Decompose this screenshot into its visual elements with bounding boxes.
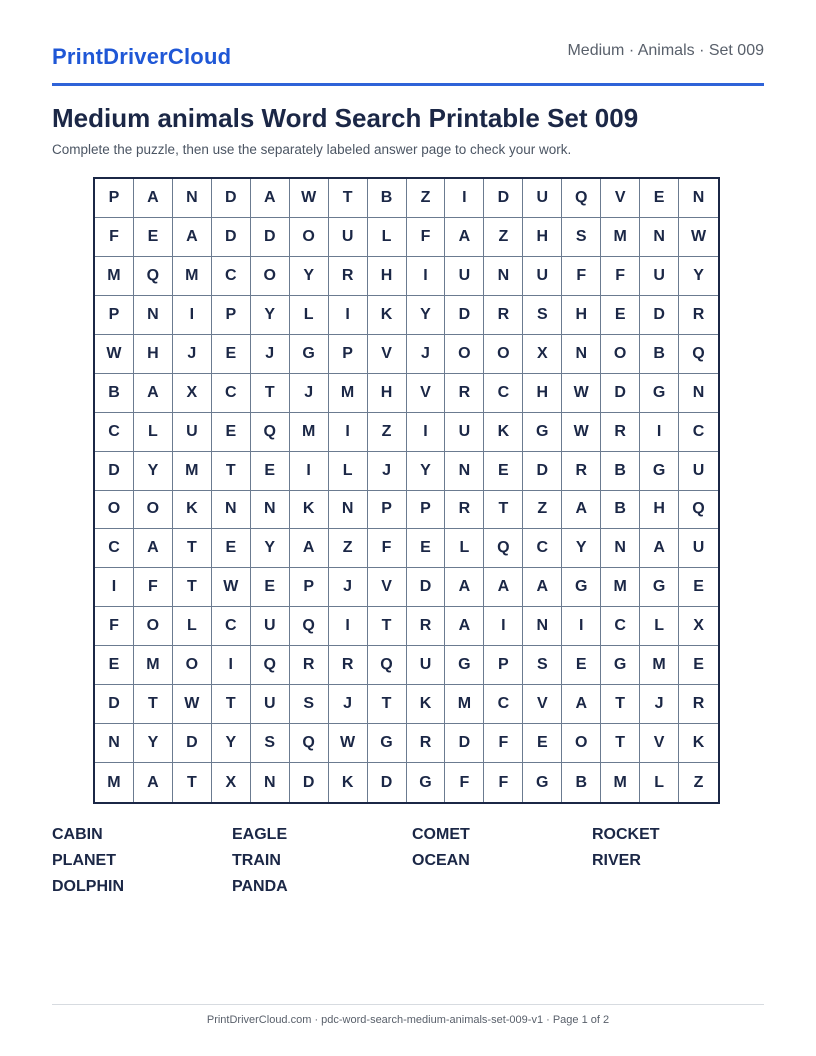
grid-cell: G (407, 763, 446, 802)
grid-cell: O (173, 646, 212, 685)
grid-cell: C (601, 607, 640, 646)
breadcrumb: Medium · Animals · Set 009 (567, 42, 764, 59)
grid-cell: I (562, 607, 601, 646)
grid-cell: T (173, 763, 212, 802)
grid-cell: G (368, 724, 407, 763)
grid-cell: K (679, 724, 718, 763)
brand-logo: PrintDriverCloud (52, 44, 232, 69)
grid-cell: W (562, 413, 601, 452)
grid-cell: A (445, 218, 484, 257)
grid-cell: Q (679, 335, 718, 374)
grid-cell: O (134, 491, 173, 530)
grid-cell: N (679, 179, 718, 218)
grid-cell: N (523, 607, 562, 646)
grid-cell: U (679, 529, 718, 568)
grid-cell: Z (329, 529, 368, 568)
grid-cell: E (601, 296, 640, 335)
grid-cell: G (562, 568, 601, 607)
grid-cell: A (134, 374, 173, 413)
grid-cell: I (329, 413, 368, 452)
grid-cell: T (368, 685, 407, 724)
grid-cell: M (601, 218, 640, 257)
footer-text: PrintDriverCloud.com · pdc-word-search-medium-animals-set-009-v1 · Page 1 of 2 (206, 1014, 610, 1026)
grid-cell: W (290, 179, 329, 218)
grid-cell: F (445, 763, 484, 802)
grid-cell: D (290, 763, 329, 802)
grid-cell: N (134, 296, 173, 335)
grid-cell: A (523, 568, 562, 607)
grid-cell: W (95, 335, 134, 374)
grid-cell: O (562, 724, 601, 763)
grid-cell: T (484, 491, 523, 530)
grid-cell: E (212, 413, 251, 452)
grid-cell: K (484, 413, 523, 452)
grid-cell: N (329, 491, 368, 530)
grid-cell: M (329, 374, 368, 413)
grid-cell: S (523, 646, 562, 685)
grid-cell: N (173, 179, 212, 218)
grid-cell: U (679, 452, 718, 491)
grid-cell: M (601, 568, 640, 607)
grid-cell: R (601, 413, 640, 452)
grid-cell: Q (251, 413, 290, 452)
grid-cell: D (251, 218, 290, 257)
grid-cell: U (523, 257, 562, 296)
grid-cell: P (212, 296, 251, 335)
grid-cell: Q (290, 607, 329, 646)
grid-cell: A (134, 179, 173, 218)
grid-cell: W (679, 218, 718, 257)
grid-cell: J (251, 335, 290, 374)
word-bank-item: EAGLE (232, 826, 288, 843)
grid-cell: E (251, 452, 290, 491)
grid-cell: B (601, 491, 640, 530)
grid-cell: W (212, 568, 251, 607)
grid-cell: X (679, 607, 718, 646)
grid-cell: K (173, 491, 212, 530)
grid-cell: E (679, 646, 718, 685)
grid-cell: Q (251, 646, 290, 685)
word-search-grid (93, 177, 720, 804)
grid-cell: G (523, 413, 562, 452)
grid-cell: E (95, 646, 134, 685)
grid-cell: Y (134, 452, 173, 491)
grid-cell: C (484, 374, 523, 413)
grid-cell: P (95, 179, 134, 218)
grid-cell: W (562, 374, 601, 413)
grid-cell: Y (562, 529, 601, 568)
word-bank (52, 826, 772, 896)
grid-cell: I (407, 257, 446, 296)
grid-cell: A (445, 568, 484, 607)
grid-cell: D (523, 452, 562, 491)
grid-cell: N (251, 491, 290, 530)
grid-cell: X (173, 374, 212, 413)
grid-cell: A (251, 179, 290, 218)
grid-cell: T (251, 374, 290, 413)
grid-cell: E (134, 218, 173, 257)
grid-cell: H (523, 374, 562, 413)
grid-cell: D (95, 685, 134, 724)
grid-cell: J (368, 452, 407, 491)
grid-cell: C (523, 529, 562, 568)
page-title: Medium animals Word Search Printable Set 009 (52, 103, 639, 133)
grid-cell: V (640, 724, 679, 763)
grid-cell: L (445, 529, 484, 568)
grid-cell: G (601, 646, 640, 685)
grid-cell: R (290, 646, 329, 685)
grid-cell: K (407, 685, 446, 724)
grid-cell: J (329, 685, 368, 724)
grid-cell: D (445, 724, 484, 763)
grid-cell: W (173, 685, 212, 724)
grid-cell: U (251, 607, 290, 646)
grid-cell: O (134, 607, 173, 646)
grid-cell: V (368, 335, 407, 374)
header-divider (52, 83, 764, 86)
grid-cell: C (484, 685, 523, 724)
grid-cell: R (407, 607, 446, 646)
grid-cell: R (484, 296, 523, 335)
grid-cell: B (640, 335, 679, 374)
grid-cell: F (407, 218, 446, 257)
grid-cell: I (484, 607, 523, 646)
grid-cell: O (484, 335, 523, 374)
grid-cell: N (251, 763, 290, 802)
grid-cell: E (523, 724, 562, 763)
grid-cell: D (640, 296, 679, 335)
grid-cell: T (212, 685, 251, 724)
grid-cell: R (329, 257, 368, 296)
grid-cell: Y (212, 724, 251, 763)
grid-cell: T (173, 529, 212, 568)
grid-cell: V (601, 179, 640, 218)
grid-cell: Z (523, 491, 562, 530)
grid-cell: V (523, 685, 562, 724)
grid-cell: S (290, 685, 329, 724)
grid-cell: A (562, 685, 601, 724)
word-bank-item: OCEAN (412, 852, 470, 869)
grid-cell: I (212, 646, 251, 685)
grid-cell: J (407, 335, 446, 374)
grid-cell: I (95, 568, 134, 607)
grid-cell: A (640, 529, 679, 568)
grid-cell: R (445, 374, 484, 413)
grid-cell: U (251, 685, 290, 724)
grid-cell: N (445, 452, 484, 491)
grid-cell: I (173, 296, 212, 335)
grid-cell: F (601, 257, 640, 296)
grid-cell: A (173, 218, 212, 257)
grid-cell: S (251, 724, 290, 763)
grid-cell: R (329, 646, 368, 685)
grid-cell: M (445, 685, 484, 724)
grid-cell: B (562, 763, 601, 802)
grid-cell: H (523, 218, 562, 257)
grid-cell: M (290, 413, 329, 452)
grid-cell: L (640, 763, 679, 802)
grid-cell: C (212, 257, 251, 296)
grid-cell: A (445, 607, 484, 646)
grid-cell: D (407, 568, 446, 607)
grid-cell: R (679, 685, 718, 724)
grid-cell: V (368, 568, 407, 607)
grid-cell: Q (290, 724, 329, 763)
grid-cell: F (484, 724, 523, 763)
grid-cell: I (445, 179, 484, 218)
grid-cell: T (134, 685, 173, 724)
grid-cell: Y (407, 296, 446, 335)
grid-cell: T (212, 452, 251, 491)
grid-cell: M (173, 452, 212, 491)
word-bank-item: ROCKET (592, 826, 660, 843)
grid-cell: U (407, 646, 446, 685)
grid-cell: P (95, 296, 134, 335)
grid-cell: Y (290, 257, 329, 296)
grid-cell: A (134, 529, 173, 568)
grid-cell: A (484, 568, 523, 607)
grid-cell: Z (484, 218, 523, 257)
grid-cell: X (212, 763, 251, 802)
grid-cell: K (329, 763, 368, 802)
grid-cell: O (95, 491, 134, 530)
grid-cell: Z (693, 773, 704, 791)
grid-cell: G (445, 646, 484, 685)
page-subtitle: Complete the puzzle, then use the separately labeled answer page to check your work. (52, 142, 572, 157)
grid-cell: I (290, 452, 329, 491)
grid-cell: H (640, 491, 679, 530)
grid-cell: O (251, 257, 290, 296)
grid-cell: U (523, 179, 562, 218)
grid-cell: R (445, 491, 484, 530)
grid-cell: Q (368, 646, 407, 685)
grid-cell: F (95, 607, 134, 646)
grid-cell: L (640, 607, 679, 646)
grid-cell: R (407, 724, 446, 763)
grid-cell: I (329, 607, 368, 646)
grid-cell: C (95, 413, 134, 452)
grid-cell: D (368, 763, 407, 802)
grid-cell: R (562, 452, 601, 491)
grid-cell: L (134, 413, 173, 452)
grid-cell: O (290, 218, 329, 257)
grid-cell: Q (679, 491, 718, 530)
grid-cell: T (329, 179, 368, 218)
word-bank-item: PANDA (232, 878, 288, 895)
grid-cell: W (329, 724, 368, 763)
footer-divider (52, 1004, 764, 1005)
word-bank-item: CABIN (52, 826, 103, 843)
grid-cell: X (523, 335, 562, 374)
grid-cell: N (562, 335, 601, 374)
grid-cell: B (95, 374, 134, 413)
grid-cell: V (407, 374, 446, 413)
grid-cell: D (212, 179, 251, 218)
grid-cell: D (445, 296, 484, 335)
word-bank-item: DOLPHIN (52, 878, 124, 895)
grid-cell: C (95, 529, 134, 568)
grid-cell: P (290, 568, 329, 607)
grid-cell: E (251, 568, 290, 607)
grid-cell: P (484, 646, 523, 685)
grid-cell: E (212, 335, 251, 374)
grid-cell: F (484, 763, 523, 802)
grid-cell: K (290, 491, 329, 530)
grid-cell: A (134, 763, 173, 802)
grid-cell: D (173, 724, 212, 763)
grid-cell: L (368, 218, 407, 257)
grid-cell: M (601, 763, 640, 802)
grid-cell: Y (251, 296, 290, 335)
grid-cell: P (368, 491, 407, 530)
grid-cell: Y (407, 452, 446, 491)
word-bank-item: TRAIN (232, 852, 281, 869)
grid-cell: H (562, 296, 601, 335)
grid-cell: E (484, 452, 523, 491)
grid-cell: H (368, 374, 407, 413)
word-bank-item: PLANET (52, 852, 116, 869)
grid-cell: Z (407, 179, 446, 218)
grid-cell: G (290, 335, 329, 374)
grid-cell: F (562, 257, 601, 296)
grid-cell: T (601, 685, 640, 724)
word-bank-item: COMET (412, 826, 470, 843)
grid-cell: L (173, 607, 212, 646)
grid-cell: I (407, 413, 446, 452)
grid-cell: D (601, 374, 640, 413)
grid-cell: M (640, 646, 679, 685)
grid-cell: N (640, 218, 679, 257)
grid-cell: G (640, 452, 679, 491)
grid-cell: O (601, 335, 640, 374)
grid-cell: L (329, 452, 368, 491)
grid-cell: Q (134, 257, 173, 296)
grid-cell: U (445, 413, 484, 452)
grid-cell: Q (484, 529, 523, 568)
grid-cell: U (173, 413, 212, 452)
grid-cell: H (368, 257, 407, 296)
grid-cell: J (290, 374, 329, 413)
grid-cell: A (562, 491, 601, 530)
grid-cell: K (368, 296, 407, 335)
grid-cell: B (368, 179, 407, 218)
grid-cell: I (329, 296, 368, 335)
grid-cell: C (212, 374, 251, 413)
grid-cell: H (134, 335, 173, 374)
grid-cell: T (368, 607, 407, 646)
grid-cell: P (407, 491, 446, 530)
grid-cell: Q (562, 179, 601, 218)
grid-cell: Y (251, 529, 290, 568)
grid-cell: E (407, 529, 446, 568)
grid-cell: S (562, 218, 601, 257)
grid-cell: T (601, 724, 640, 763)
grid-cell: F (134, 568, 173, 607)
grid-cell: R (679, 296, 718, 335)
grid-cell: M (173, 257, 212, 296)
grid-cell: Y (134, 724, 173, 763)
grid-cell: E (640, 179, 679, 218)
word-bank-item: RIVER (592, 852, 641, 869)
grid-cell: P (329, 335, 368, 374)
grid-cell: M (134, 646, 173, 685)
grid-cell: J (329, 568, 368, 607)
grid-cell: U (640, 257, 679, 296)
grid-cell: I (640, 413, 679, 452)
grid-cell: B (601, 452, 640, 491)
grid-cell: D (484, 179, 523, 218)
grid-cell: G (640, 568, 679, 607)
grid-cell: J (173, 335, 212, 374)
grid-cell: C (679, 413, 718, 452)
grid-cell: O (445, 335, 484, 374)
grid-cell: E (212, 529, 251, 568)
grid-cell: N (484, 257, 523, 296)
grid-cell: U (329, 218, 368, 257)
grid-cell: L (290, 296, 329, 335)
grid-cell: C (212, 607, 251, 646)
grid-cell: J (640, 685, 679, 724)
grid-cell: F (95, 218, 134, 257)
grid-cell: D (212, 218, 251, 257)
grid-cell: E (679, 568, 718, 607)
grid-cell: F (368, 529, 407, 568)
grid-cell: Z (368, 413, 407, 452)
grid-cell: A (290, 529, 329, 568)
grid-cell: G (640, 374, 679, 413)
grid-cell: N (601, 529, 640, 568)
grid-cell: M (95, 763, 134, 802)
grid-cell: N (212, 491, 251, 530)
grid-cell: N (95, 724, 134, 763)
grid-cell: M (95, 257, 134, 296)
grid-cell: U (445, 257, 484, 296)
grid-cell: G (523, 763, 562, 802)
grid-cell: Y (679, 257, 718, 296)
grid-cell: E (562, 646, 601, 685)
grid-cell: S (523, 296, 562, 335)
grid-cell: N (679, 374, 718, 413)
grid-cell: T (173, 568, 212, 607)
grid-cell: D (95, 452, 134, 491)
